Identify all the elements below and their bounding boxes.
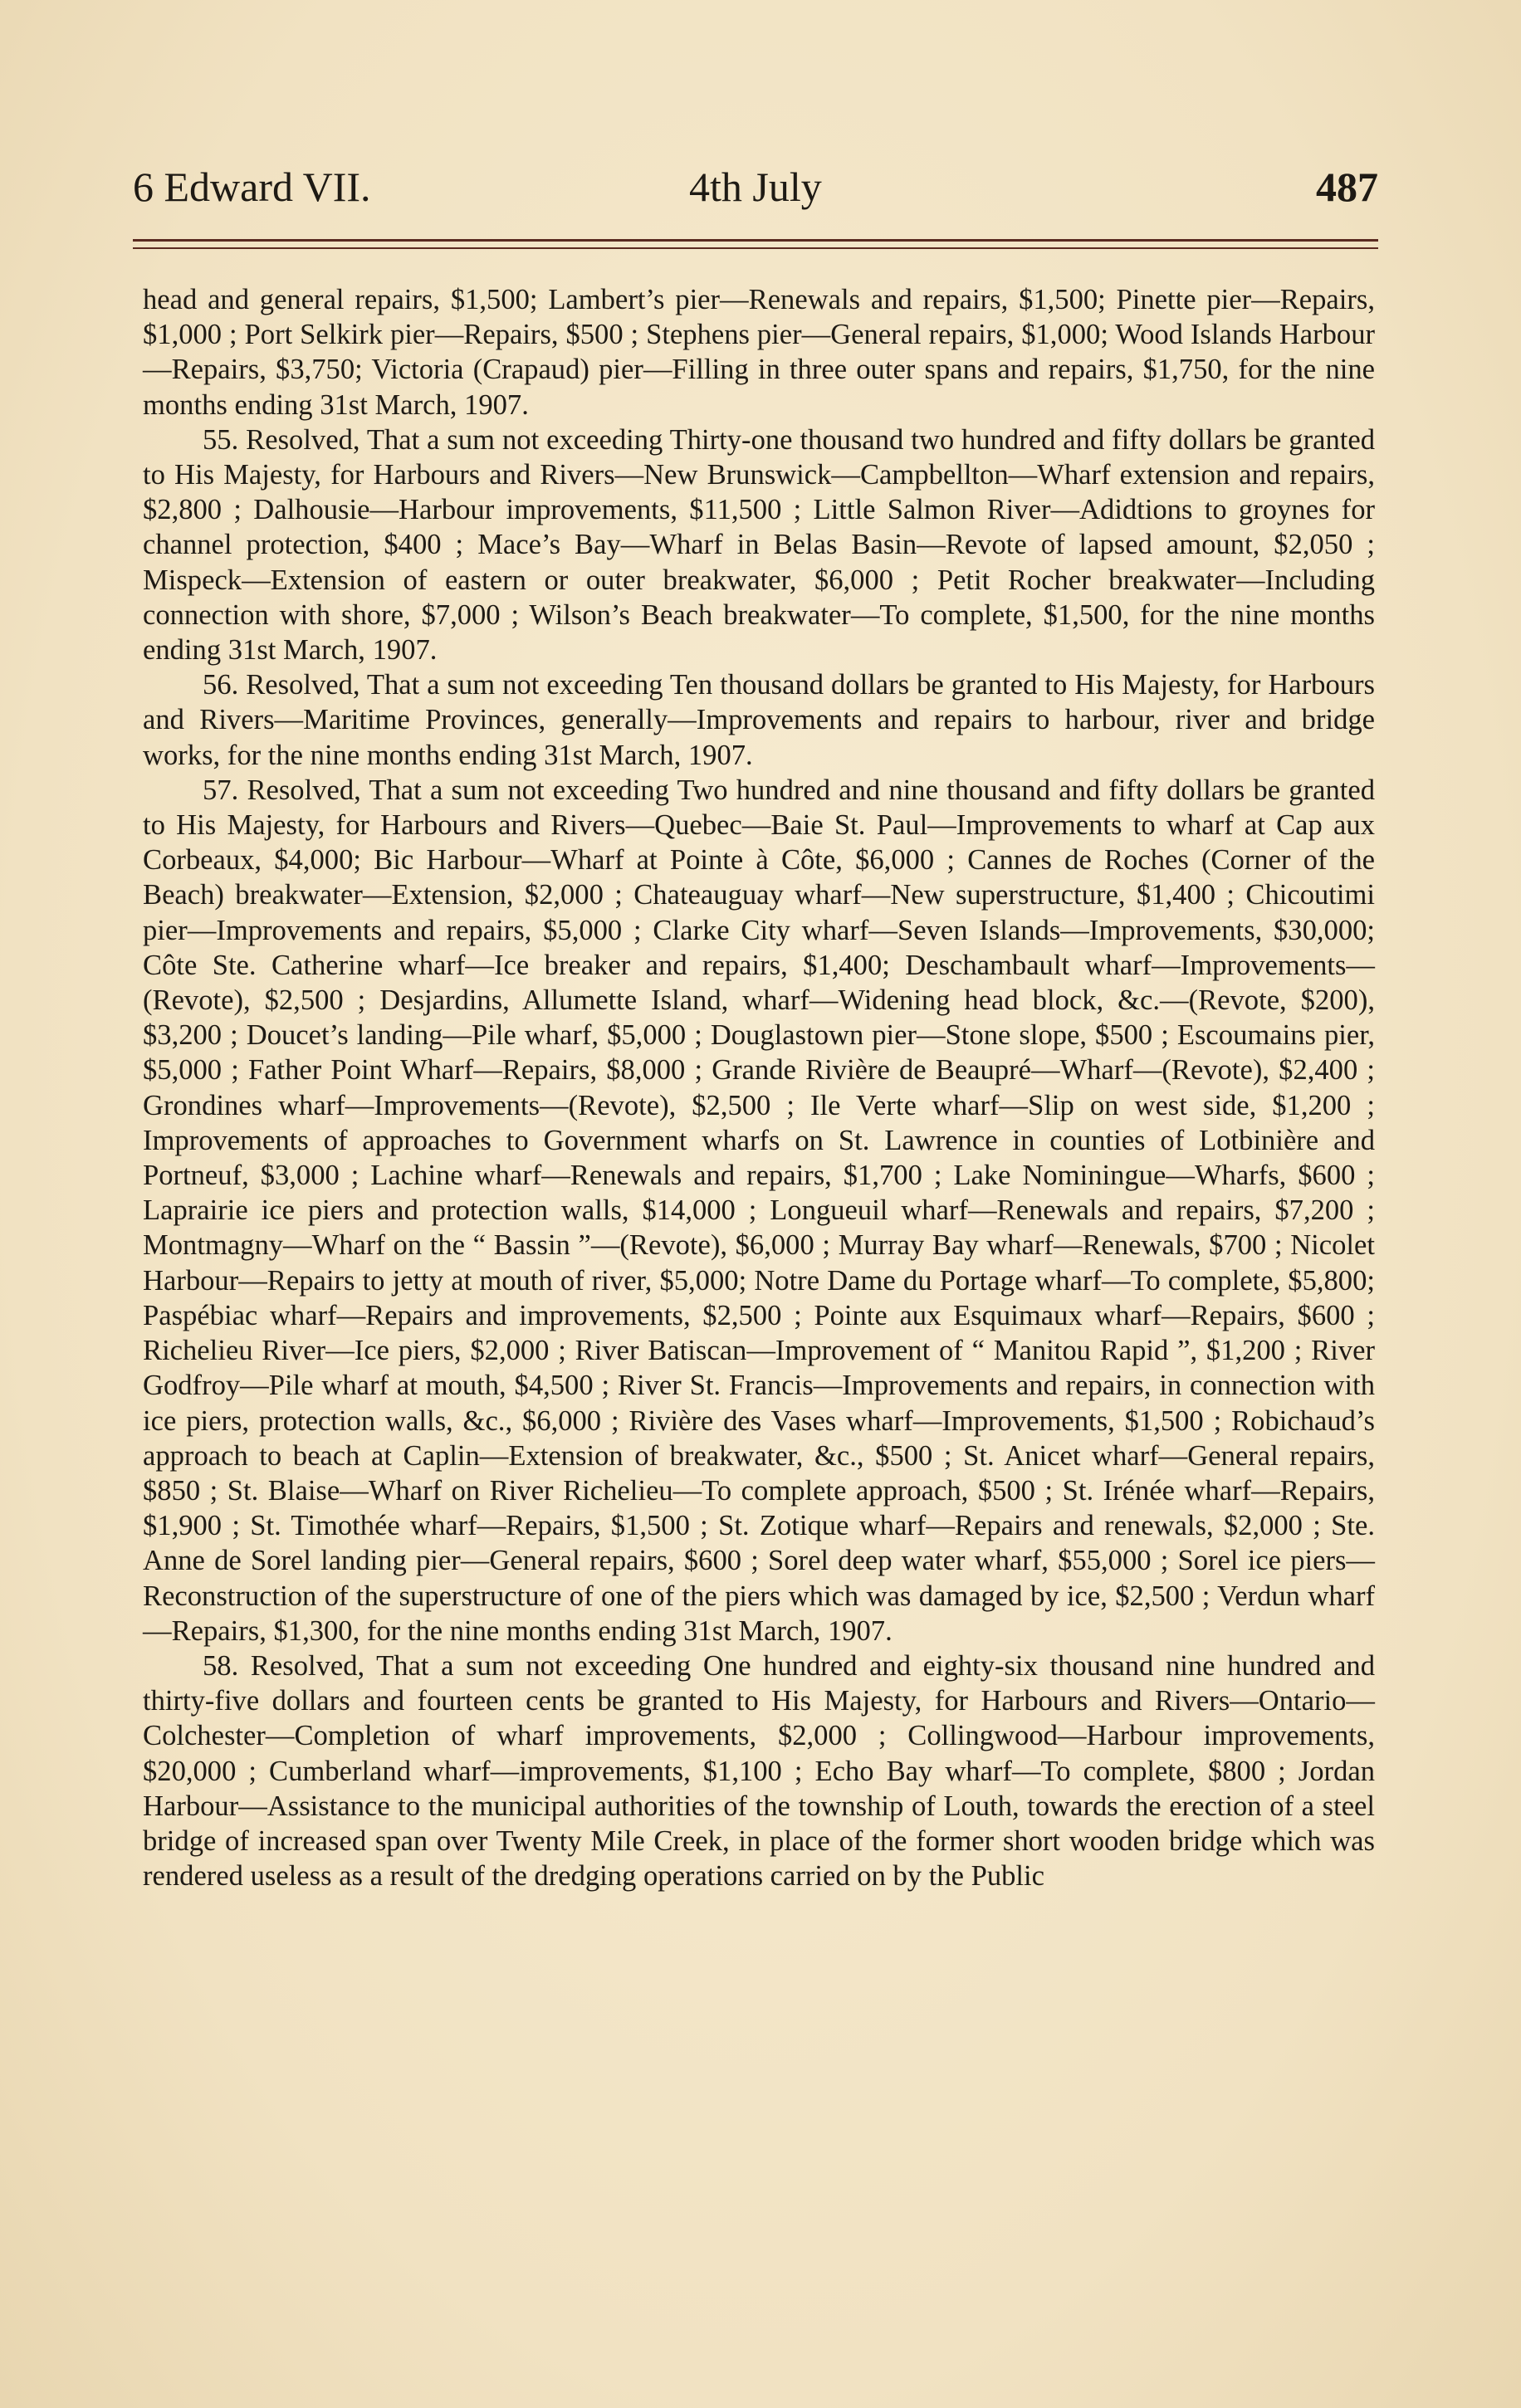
page-header xyxy=(133,158,1378,216)
paragraph-resolution-56: 56. Resolved, That a sum not exceeding Ten thousand dollars be granted to His Majesty, for Harbours and Rivers—Maritime Provinces, generally—Improvements and repairs to harbour, river and bridge works, for the nine months ending 31st March, 1907. xyxy=(143,669,1375,771)
header-rule-thick xyxy=(133,239,1378,242)
body-text xyxy=(143,282,1375,1893)
header-date: 4th July xyxy=(689,164,822,210)
paragraph-continuation: head and general repairs, $1,500; Lambert’s pier—Renewals and repairs, $1,500; Pinette pier—Repairs, $1,000 ; Port Selkirk pier—Repairs, $500 ; Stephens pier—General repairs, $1,000; Wood Islands Harbour—Repairs, $3,750; Victoria (Crapaud) pier—Filling in three outer spans and repairs, $1,750, for the nine months ending 31st March, 1907. xyxy=(143,284,1375,421)
paragraph-resolution-58: 58. Resolved, That a sum not exceeding One hundred and eighty-six thousand nine hundred and thirty-five dollars and fourteen cents be granted to His Majesty, for Harbours and Rivers—Ontario—Colchester—Completion of wharf improvements, $2,000 ; Collingwood—Harbour improvements, $20,000 ; Cumberland wharf—improvements, $1,100 ; Echo Bay wharf—To complete, $800 ; Jordan Harbour—Assistance to the municipal authorities of the township of Louth, towards the erection of a steel bridge of increased span over Twenty Mile Creek, in place of the former short wooden bridge which was rendered useless as a result of the dredging operations carried on by the Public xyxy=(143,1649,1375,1893)
paragraph-resolution-57: 57. Resolved, That a sum not exceeding Two hundred and nine thousand and fifty dollars be granted to His Majesty, for Harbours and Rivers—Quebec—Baie St. Paul—Improvements to wharf at Cap aux Corbeaux, $4,000; Bic Harbour—Wharf at Pointe à Côte, $6,000 ; Cannes de Roches (Corner of the Beach) breakwater—Extension, $2,000 ; Chateauguay wharf—New superstructure, $1,400 ; Chicoutimi pier—Improvements and repairs, $5,000 ; Clarke City wharf—Seven Islands—Improvements, $30,000; Côte Ste. Catherine wharf—Ice breaker and repairs, $1,400; Deschambault wharf—Improvements—(Revote), $2,500 ; Desjardins, Allumette Island, wharf—Widening head block, &c.—(Revote, $200), $3,200 ; Doucet’s landing—Pile wharf, $5,000 ; Douglastown pier—Stone slope, $500 ; Escoumains pier, $5,000 ; Father Point Wharf—Repairs, $8,000 ; Grande Rivière de Beaupré—Wharf—(Revote), $2,400 ; Grondines wharf—Improvements—(Revote), $2,500 ; Ile Verte wharf—Slip on west side, $1,200 ; Improvements of approaches to Government wharfs on St. Lawrence in counties of Lotbinière and Portneuf, $3,000 ; Lachine wharf—Renewals and repairs, $1,700 ; Lake Nominingue—Wharfs, $600 ; Laprairie ice piers and protection walls, $14,000 ; Longueuil wharf—Renewals and repairs, $7,200 ; Montmagny—Wharf on the “ Bassin ”—(Revote), $6,000 ; Murray Bay wharf—Renewals, $700 ; Nicolet Harbour—Repairs to jetty at mouth of river, $5,000; Notre Dame du Portage wharf—To complete, $5,800; Paspébiac wharf—Repairs and improvements, $2,500 ; Pointe aux Esquimaux wharf—Repairs, $600 ; Richelieu River—Ice piers, $2,000 ; River Batiscan—Improvement of “ Manitou Rapid ”, $1,200 ; River Godfroy—Pile wharf at mouth, $4,500 ; River St. Francis—Improvements and repairs, in connection with ice piers, protection walls, &c., $6,000 ; Rivière des Vases wharf—Improvements, $1,500 ; Robichaud’s approach to beach at Caplin—Extension of breakwater, &c., $500 ; St. Anicet wharf—General repairs, $850 ; St. Blaise—Wharf on River Richelieu—To complete approach, $500 ; St. Irénée wharf—Repairs, $1,900 ; St. Timothée wharf—Repairs, $1,500 ; St. Zotique wharf—Repairs and renewals, $2,000 ; Ste. Anne de Sorel landing pier—General repairs, $600 ; Sorel deep water wharf, $55,000 ; Sorel ice piers—Reconstruction of the superstructure of one of the piers which was damaged by ice, $2,500 ; Verdun wharf—Repairs, $1,300, for the nine months ending 31st March, 1907. xyxy=(143,774,1375,1647)
header-rule-thin xyxy=(133,247,1378,249)
page-number: 487 xyxy=(1316,164,1378,210)
regnal-year: 6 Edward VII. xyxy=(133,164,371,210)
paragraph-resolution-55: 55. Resolved, That a sum not exceeding Thirty-one thousand two hundred and fifty dollars be granted to His Majesty, for Harbours and Rivers—New Brunswick—Campbellton—Wharf extension and repairs, $2,800 ; Dalhousie—Harbour improvements, $11,500 ; Little Salmon River—Adidtions to groynes for channel protection, $400 ; Mace’s Bay—Wharf in Belas Basin—Revote of lapsed amount, $2,050 ; Mispeck—Extension of eastern or outer breakwater, $6,000 ; Petit Rocher breakwater—Including connection with shore, $7,000 ; Wilson’s Beach breakwater—To complete, $1,500, for the nine months ending 31st March, 1907. xyxy=(143,423,1375,667)
